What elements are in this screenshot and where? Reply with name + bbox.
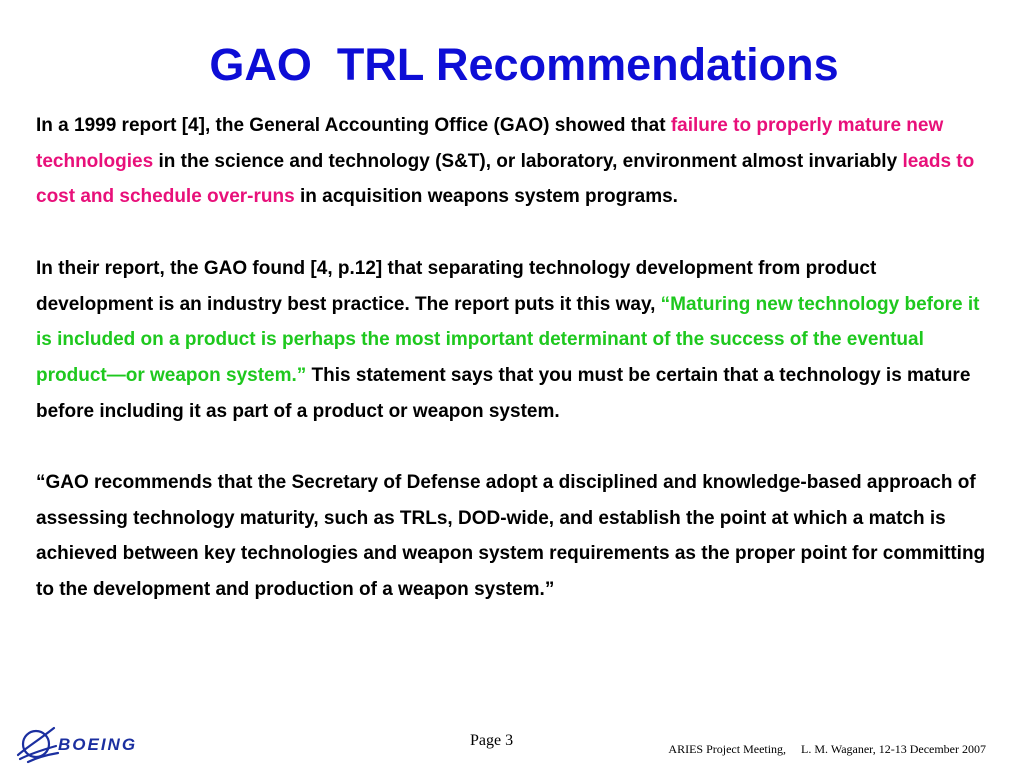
boeing-wordmark: BOEING	[58, 735, 138, 754]
paragraph-3: “GAO recommends that the Secretary of Defense adopt a disciplined and knowledge-based approach of assessing technology maturity, such as TRLs, DOD-wide, and establish the point at which a match is achieved between key technologies and weapon system requirements as the proper point for committing to the development and production of a weapon system.”	[36, 472, 986, 601]
p1-text-a: In a 1999 report [4], the General Accounting Office (GAO) showed that	[36, 115, 671, 136]
paragraph-1	[36, 108, 996, 215]
p1-highlight-failure: failure to properly mature new technologies	[36, 115, 944, 172]
p1-highlight-overruns: leads to cost and schedule over-runs	[36, 150, 975, 208]
p1-text-e: in acquisition weapons system programs.	[294, 186, 678, 208]
footer-meeting-info: ARIES Project Meeting, L. M. Waganer, 12-13 December 2007	[668, 742, 986, 756]
slide-title: GAO TRL Recommendations	[209, 39, 839, 90]
p2-quote: “Maturing new technology before it is included on a product is perhaps the most important determinant of the success of the eventual product—or weapon system.”	[36, 293, 980, 386]
paragraph-2	[36, 251, 996, 430]
page-number: Page 3	[470, 732, 514, 749]
p2-text-a: In their report, the GAO found [4, p.12] that separating technology development from product development is an industry best practice. The report puts it this way,	[36, 257, 877, 315]
slide-body	[36, 108, 996, 608]
p2-text-c: This statement says that you must be certain that a technology is mature before including it as part of a product or weapon system.	[36, 364, 971, 422]
boeing-logo-icon	[18, 728, 58, 762]
boeing-logo	[16, 722, 186, 766]
p1-text-c: in the science and technology (S&T), or laboratory, environment almost invariably	[153, 150, 903, 172]
